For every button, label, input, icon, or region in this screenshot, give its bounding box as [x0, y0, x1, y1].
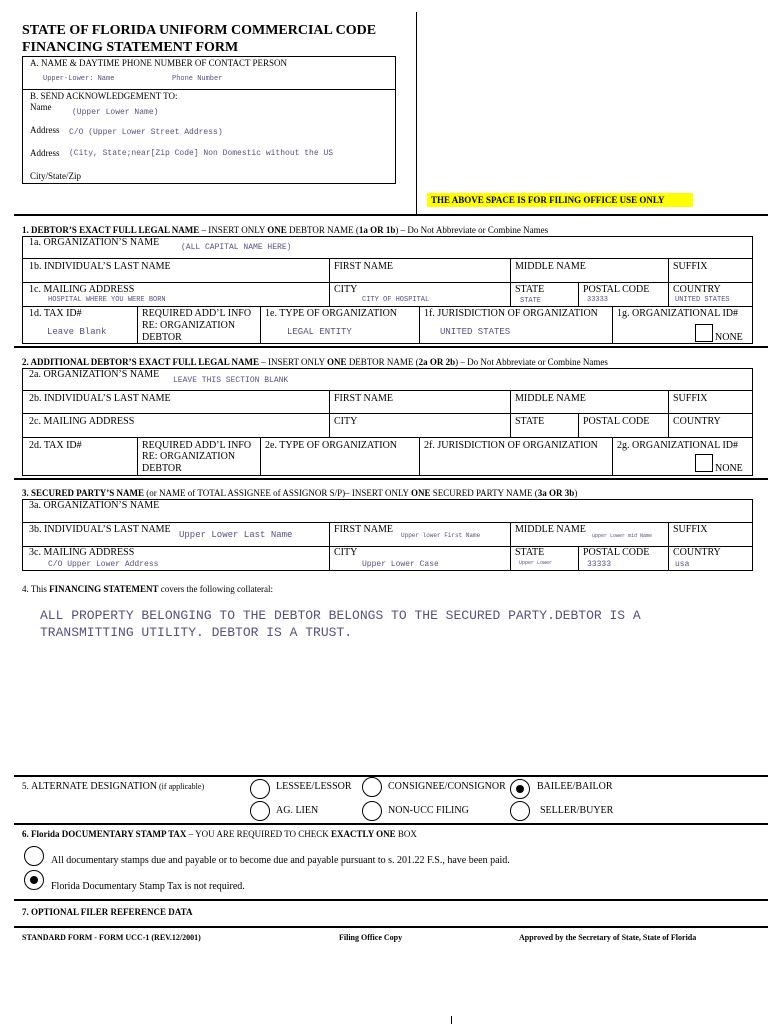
secured-last-name-input[interactable]: Upper Lower Last Name	[179, 530, 293, 540]
ack-address-input-2[interactable]: (City, State;near[Zip Code] Non Domestic without the US	[69, 149, 334, 158]
secured-org-label: 3a. ORGANIZATION’S NAME	[29, 500, 160, 511]
debtor2-postal-label: POSTAL CODE	[583, 416, 650, 427]
filing-office-note: THE ABOVE SPACE IS FOR FILING OFFICE USE ONLY	[431, 195, 665, 205]
debtor1-jurisdiction-input[interactable]: UNITED STATES	[440, 327, 511, 337]
debtor1-none-checkbox[interactable]	[695, 324, 713, 342]
secured-city-label: CITY	[334, 547, 358, 558]
consignee-consignor-radio[interactable]	[362, 777, 382, 797]
debtor2-org-label: 2a. ORGANIZATION’S NAME	[29, 369, 160, 380]
debtor2-required-info-3: DEBTOR	[142, 463, 182, 474]
secured-city-input[interactable]: Upper Lower Case	[362, 560, 439, 569]
header-divider	[416, 12, 417, 216]
section-rule-5	[14, 823, 768, 825]
debtor2-org-input[interactable]: LEAVE THIS SECTION BLANK	[173, 376, 289, 385]
stamps-paid-radio[interactable]	[24, 846, 44, 866]
ack-address-label-2: Address	[30, 148, 60, 158]
debtor1-taxid-label: 1d. TAX ID#	[29, 308, 82, 319]
secured-first-name-input[interactable]: Upper lower First Name	[401, 532, 481, 539]
ack-name-input[interactable]: (Upper Lower Name)	[72, 108, 159, 117]
debtor1-country-input[interactable]: UNITED STATES	[675, 296, 730, 304]
debtor2-suffix-label: SUFFIX	[673, 393, 708, 404]
section-rule-2	[14, 346, 768, 348]
bailee-bailor-radio[interactable]	[510, 779, 530, 799]
secured-country-input[interactable]: usa	[675, 560, 690, 569]
debtor1-state-input[interactable]: STATE	[520, 297, 542, 305]
debtor2-last-name-label: 2b. INDIVIDUAL’S LAST NAME	[29, 393, 171, 404]
alternate-designation-label: 5. ALTERNATE DESIGNATION (if applicable)	[22, 781, 205, 792]
section-rule-3	[14, 478, 768, 480]
section-rule-4	[14, 775, 768, 777]
debtor2-country-label: COUNTRY	[673, 416, 721, 427]
stamp-not-required-label: Florida Documentary Stamp Tax is not required.	[51, 881, 245, 892]
debtor2-mailing-label: 2c. MAILING ADDRESS	[29, 416, 135, 427]
debtor1-org-type-label: 1e. TYPE OF ORGANIZATION	[265, 308, 398, 319]
debtor2-middle-name-label: MIDDLE NAME	[515, 393, 586, 404]
secured-last-name-label: 3b. INDIVIDUAL’S LAST NAME	[29, 524, 171, 535]
debtor1-city-input[interactable]: CITY OF HOSPITAL	[362, 296, 430, 304]
debtor1-middle-name-label: MIDDLE NAME	[515, 261, 586, 272]
debtor2-state-label: STATE	[515, 416, 545, 427]
footer-form-id: STANDARD FORM - FORM UCC-1 (REV.12/2001)	[22, 933, 201, 942]
non-ucc-filing-radio[interactable]	[362, 801, 382, 821]
secured-mailing-input[interactable]: C/O Upper Lower Address	[48, 560, 159, 569]
debtor1-required-info-3: DEBTOR	[142, 332, 182, 343]
debtor1-mailing-label: 1c. MAILING ADDRESS	[29, 284, 135, 295]
debtor2-required-info-1: REQUIRED ADD’L INFO	[142, 440, 252, 451]
section-rule-7	[14, 926, 768, 928]
debtor1-org-label: 1a. ORGANIZATION’S NAME	[29, 237, 160, 248]
debtor1-country-label: COUNTRY	[673, 284, 721, 295]
stamp-not-required-radio[interactable]	[24, 870, 44, 890]
secured-mailing-label: 3c. MAILING ADDRESS	[29, 547, 135, 558]
debtor2-none-label: NONE	[715, 463, 743, 474]
debtor1-none-label: NONE	[715, 332, 743, 343]
secured-country-label: COUNTRY	[673, 547, 721, 558]
ack-address-input-1[interactable]: C/O (Upper Lower Street Address)	[69, 128, 223, 137]
debtor1-jurisdiction-label: 1f. JURISDICTION OF ORGANIZATION	[424, 308, 598, 319]
debtor1-mailing-input[interactable]: HOSPITAL WHERE YOU WERE BORN	[48, 296, 166, 304]
debtor2-org-id-label: 2g. ORGANIZATIONAL ID#	[617, 440, 739, 451]
stamps-paid-label: All documentary stamps due and payable or to become due and payable pursuant to s. 201.22 F.S., have been paid.	[51, 855, 510, 866]
lessee-lessor-label: LESSEE/LESSOR	[276, 781, 352, 792]
debtor2-first-name-label: FIRST NAME	[334, 393, 393, 404]
doc-stamp-heading: 6. Florida DOCUMENTARY STAMP TAX – YOU ARE REQUIRED TO CHECK EXACTLY ONE BOX	[22, 829, 417, 839]
ack-address-label-1: Address	[30, 125, 60, 135]
collateral-text-line-1[interactable]: ALL PROPERTY BELONGING TO THE DEBTOR BELONGS TO THE SECURED PARTY.DEBTOR IS A	[40, 608, 641, 623]
debtor1-postal-label: POSTAL CODE	[583, 284, 650, 295]
seller-buyer-label: SELLER/BUYER	[540, 805, 614, 816]
debtor1-org-input[interactable]: (ALL CAPITAL NAME HERE)	[181, 243, 292, 252]
secured-state-input[interactable]: Upper Lower	[519, 560, 553, 566]
debtor2-none-checkbox[interactable]	[695, 454, 713, 472]
secured-postal-label: POSTAL CODE	[583, 547, 650, 558]
debtor2-jurisdiction-label: 2f. JURISDICTION OF ORGANIZATION	[424, 440, 598, 451]
section-rule-6	[14, 899, 768, 901]
debtor1-required-info-1: REQUIRED ADD’L INFO	[142, 308, 252, 319]
consignee-consignor-label: CONSIGNEE/CONSIGNOR	[388, 781, 506, 792]
debtor1-last-name-label: 1b. INDIVIDUAL’S LAST NAME	[29, 261, 171, 272]
footer-copy-label: Filing Office Copy	[339, 933, 403, 942]
ack-name-label: Name	[30, 102, 52, 112]
debtor1-suffix-label: SUFFIX	[673, 261, 708, 272]
debtor1-org-id-label: 1g. ORGANIZATIONAL ID#	[617, 308, 739, 319]
filer-reference-label: 7. OPTIONAL FILER REFERENCE DATA	[22, 907, 193, 917]
secured-party-heading: 3. SECURED PARTY’S NAME (or NAME of TOTAL ASSIGNEE of ASSIGNOR S/P)– INSERT ONLY ONE SECURED PARTY NAME (3a OR 3b)	[22, 488, 578, 498]
acknowledgement-label: B. SEND ACKNOWLEDGEMENT TO:	[30, 91, 178, 101]
bailee-bailor-label: BAILEE/BAILOR	[537, 781, 613, 792]
ag-lien-radio[interactable]	[250, 801, 270, 821]
footer-approval: Approved by the Secretary of State, State of Florida	[519, 933, 697, 942]
debtor1-postal-input[interactable]: 33333	[587, 296, 609, 304]
ag-lien-label: AG. LIEN	[276, 805, 319, 816]
debtor2-heading: 2. ADDITIONAL DEBTOR’S EXACT FULL LEGAL NAME – INSERT ONLY ONE DEBTOR NAME (2a OR 2b) – Do Not Abbreviate or Combine Names	[22, 357, 608, 367]
secured-suffix-label: SUFFIX	[673, 524, 708, 535]
collateral-text-line-2[interactable]: TRANSMITTING UTILITY. DEBTOR IS A TRUST.	[40, 625, 353, 640]
form-title-line-1: STATE OF FLORIDA UNIFORM COMMERCIAL CODE	[22, 23, 377, 38]
debtor1-state-label: STATE	[515, 284, 545, 295]
debtor1-taxid-input[interactable]: Leave Blank	[47, 327, 107, 337]
lessee-lessor-radio[interactable]	[250, 779, 270, 799]
debtor1-heading: 1. DEBTOR’S EXACT FULL LEGAL NAME – INSERT ONLY ONE DEBTOR NAME (1a OR 1b) – Do Not Abbreviate or Combine Names	[22, 225, 549, 235]
ack-citystatezip-label: City/State/Zip	[30, 171, 81, 181]
secured-first-name-label: FIRST NAME	[334, 524, 393, 535]
contact-name-input[interactable]: Upper-Lower: Name	[43, 75, 115, 83]
debtor2-taxid-label: 2d. TAX ID#	[29, 440, 82, 451]
secured-middle-name-label: MIDDLE NAME	[515, 524, 586, 535]
form-title-line-2: FINANCING STATEMENT FORM	[22, 40, 239, 55]
seller-buyer-radio[interactable]	[510, 801, 530, 821]
debtor1-city-label: CITY	[334, 284, 358, 295]
non-ucc-filing-label: NON-UCC FILING	[388, 805, 469, 816]
secured-postal-input[interactable]: 33333	[587, 560, 612, 569]
collateral-heading: 4. This FINANCING STATEMENT covers the following collateral:	[22, 584, 273, 594]
debtor2-org-type-label: 2e. TYPE OF ORGANIZATION	[265, 440, 398, 451]
contact-phone-input[interactable]: Phone Number	[172, 75, 223, 83]
section-rule-1	[14, 214, 768, 216]
debtor1-first-name-label: FIRST NAME	[334, 261, 393, 272]
secured-middle-name-input[interactable]: upper Lower mid Name	[592, 533, 653, 539]
debtor1-required-info-2: RE: ORGANIZATION	[142, 320, 236, 331]
debtor2-city-label: CITY	[334, 416, 358, 427]
page-edge-mark	[451, 1016, 452, 1024]
contact-person-label: A. NAME & DAYTIME PHONE NUMBER OF CONTACT PERSON	[30, 58, 288, 68]
secured-state-label: STATE	[515, 547, 545, 558]
debtor2-required-info-2: RE: ORGANIZATION	[142, 451, 236, 462]
debtor1-org-type-input[interactable]: LEGAL ENTITY	[287, 327, 352, 337]
